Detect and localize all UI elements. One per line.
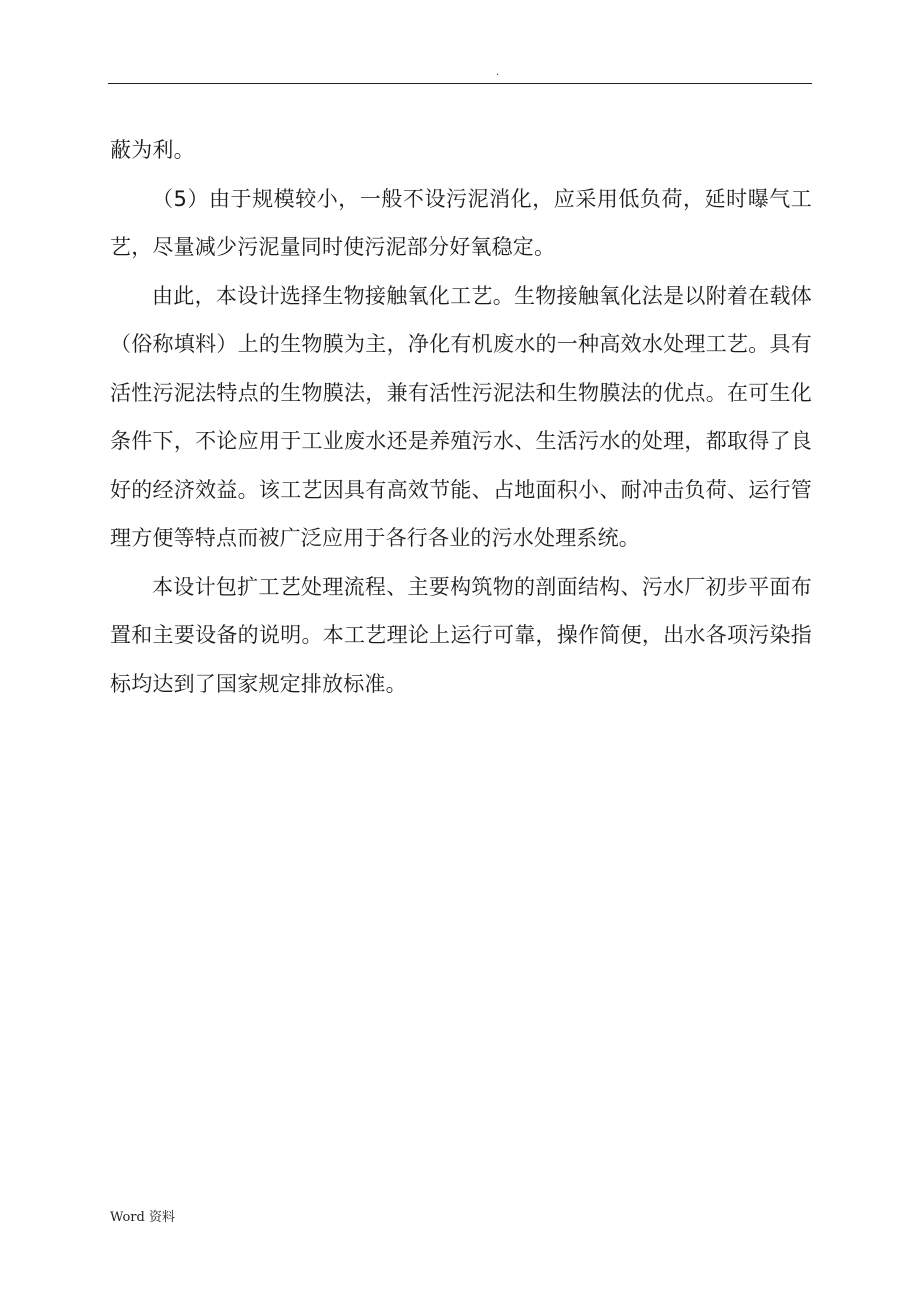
header-rule — [108, 83, 812, 84]
footer-label: Word 资料 — [110, 1210, 175, 1225]
paragraph-item-5: （5）由于规模较小，一般不设污泥消化，应采用低负荷，延时曝气工艺，尽量减少污泥量同时使污泥部分好氧稳定。 — [110, 186, 812, 259]
paragraph-design-scope: 本设计包扩工艺处理流程、主要构筑物的剖面结构、污水厂初步平面布置和主要设备的说明。本工艺理论上运行可靠，操作简便，出水各项污染指标均达到了国家规定排放标准。 — [110, 574, 812, 696]
paragraph-continuation: 蔽为利。 — [110, 138, 195, 162]
document-body — [110, 126, 812, 708]
paragraph-process-selection: 由此，本设计选择生物接触氧化工艺。生物接触氧化法是以附着在载体（俗称填料）上的生物膜为主，净化有机废水的一种高效水处理工艺。具有活性污泥法特点的生物膜法，兼有活性污泥法和生物膜法的优点。在可生化条件下，不论应用于工业废水还是养殖污水、生活污水的处理，都取得了良好的经济效益。该工艺因具有高效节能、占地面积小、耐冲击负荷、运行管理方便等特点而被广泛应用于各行各业的污水处理系统。 — [110, 283, 812, 550]
header-mark: . — [496, 67, 500, 78]
